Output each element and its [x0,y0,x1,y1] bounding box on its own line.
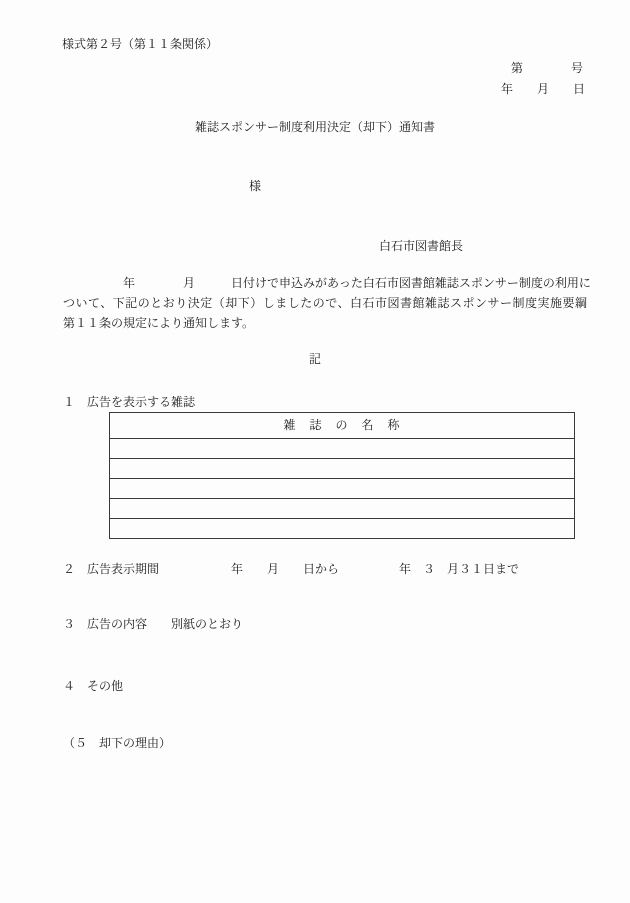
section-1-label: １ 広告を表示する雑誌 [63,395,196,409]
table-row [110,459,574,479]
body-paragraph-line: 年 月 日付けで申込みがあった白石市図書館雑誌スポンサー制度の利用に [63,276,591,290]
record-marker: 記 [308,352,321,366]
table-row [110,519,574,538]
magazine-name-table [109,412,575,539]
magazine-table-header: 雑 誌 の 名 称 [110,413,574,439]
date-line: 年 月 日 [500,82,585,96]
document-number-line: 第 号 [510,61,583,75]
section-2-label: ２ 広告表示期間 年 月 日から 年 ３ 月３１日まで [63,562,520,576]
section-3-label: ３ 広告の内容 別紙のとおり [63,617,244,631]
table-row [110,479,574,499]
section-5-label: （５ 却下の理由） [63,736,172,750]
sender-name: 白石市図書館長 [379,239,464,253]
magazine-table-rows [110,439,574,538]
body-paragraph-line: ついて、下記のとおり決定（却下）しましたので、白石市図書館雑誌スポンサー制度実施要綱 [63,296,588,310]
body-paragraph-line: 第１１条の規定により通知します。 [63,316,255,330]
table-row [110,499,574,519]
section-4-label: ４ その他 [63,679,124,693]
form-number: 様式第２号（第１１条関係） [62,37,219,51]
addressee-suffix: 様 [249,179,262,193]
table-row [110,439,574,459]
document-title: 雑誌スポンサー制度利用決定（却下）通知書 [194,120,435,134]
